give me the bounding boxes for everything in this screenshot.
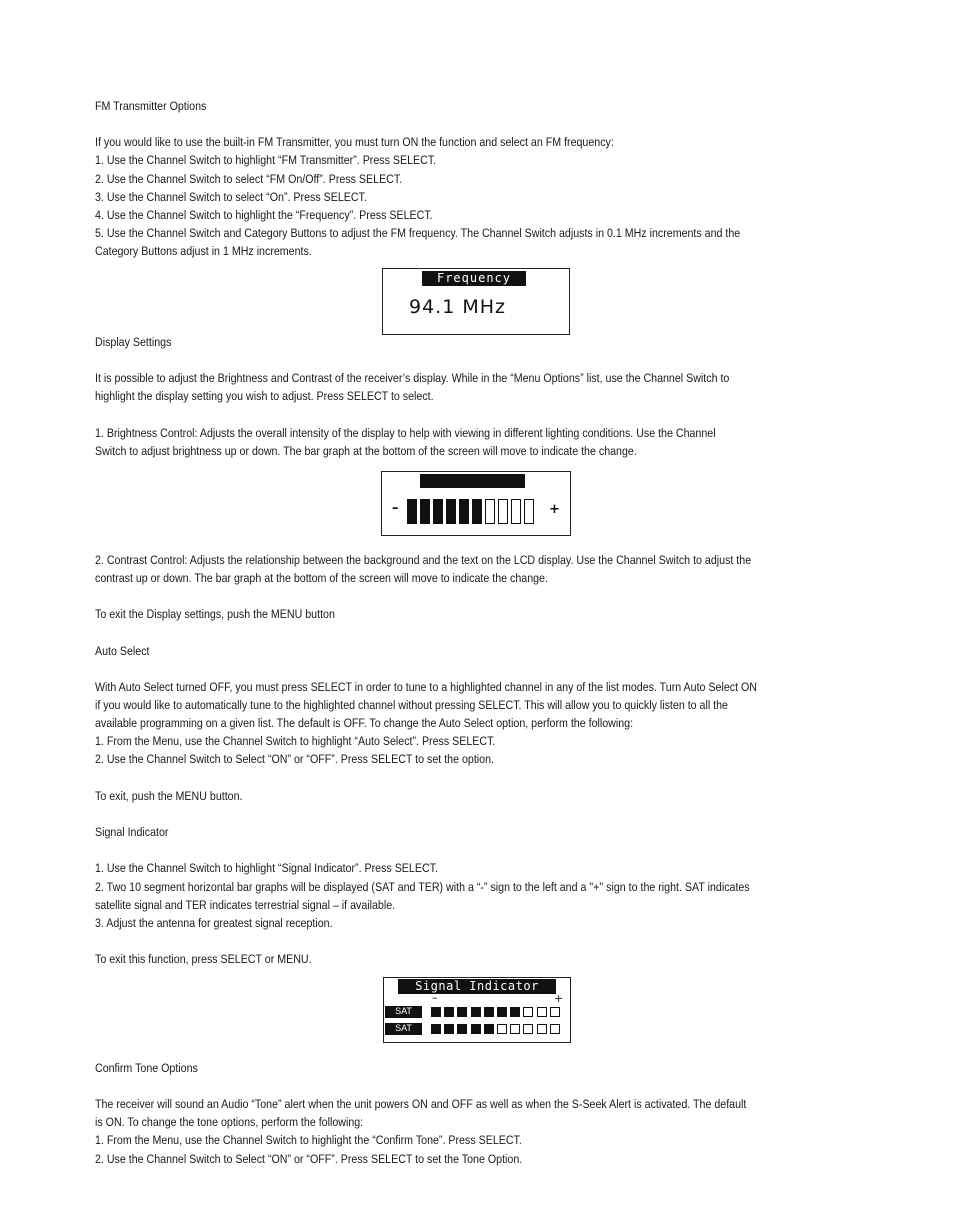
- signal-segment: [484, 1024, 494, 1034]
- signal-segment: [444, 1007, 454, 1017]
- tone-step-1: 1. From the Menu, use the Channel Switch to highlight the “Confirm Tone”. Press SELECT.: [95, 1133, 522, 1147]
- tone-step-2: 2. Use the Channel Switch to Select “ON” or “OFF”. Press SELECT to set the Tone Option.: [95, 1152, 523, 1166]
- brightness-segment: [498, 499, 508, 524]
- auto-step-2: 2. Use the Channel Switch to Select “ON” or “OFF”. Press SELECT to set the option.: [95, 752, 494, 766]
- section-heading-auto: Auto Select: [95, 644, 150, 658]
- signal-lcd: [383, 977, 571, 1043]
- signal-segment: [431, 1007, 441, 1017]
- signal-segment: [457, 1007, 467, 1017]
- signal-minus: –: [432, 991, 438, 1004]
- fm-step-2: 2. Use the Channel Switch to select “FM On/Off”. Press SELECT.: [95, 172, 403, 186]
- signal-body-3: satellite signal and TER indicates terrestrial signal – if available.: [95, 898, 396, 912]
- signal-segment: [523, 1024, 533, 1034]
- frequency-lcd: [382, 268, 570, 335]
- fm-step-4: 4. Use the Channel Switch to highlight the “Frequency”. Press SELECT.: [95, 208, 433, 222]
- section-heading-tone: Confirm Tone Options: [95, 1061, 198, 1075]
- auto-body-3: available programming on a given list. The default is OFF. To change the Auto Select option, perform the following:: [95, 716, 634, 730]
- signal-row-2-label: SAT: [385, 1023, 422, 1035]
- brightness-text-2: Switch to adjust brightness up or down. The bar graph at the bottom of the screen will move to indicate the change.: [95, 444, 637, 458]
- display-intro-2: highlight the display setting you wish to adjust. Press SELECT to select.: [95, 389, 434, 403]
- auto-step-1: 1. From the Menu, use the Channel Switch to highlight “Auto Select”. Press SELECT.: [95, 734, 496, 748]
- signal-segment: [537, 1007, 547, 1017]
- brightness-minus: –: [392, 501, 399, 516]
- signal-lcd-title: Signal Indicator: [398, 979, 556, 994]
- brightness-segment: [407, 499, 417, 524]
- display-intro-1: It is possible to adjust the Brightness and Contrast of the receiver’s display. While in the “Menu Options” list, use the Channel Switch to: [95, 371, 730, 385]
- frequency-lcd-title: Frequency: [422, 271, 526, 286]
- signal-segment: [444, 1024, 454, 1034]
- signal-segment: [510, 1007, 520, 1017]
- contrast-text-2: contrast up or down. The bar graph at the bottom of the screen will move to indicate the change.: [95, 571, 548, 585]
- brightness-segment: [472, 499, 482, 524]
- fm-step-3: 3. Use the Channel Switch to select “On”. Press SELECT.: [95, 190, 367, 204]
- signal-row-1-label: SAT: [385, 1006, 422, 1018]
- tone-body-2: is ON. To change the tone options, perform the following:: [95, 1115, 364, 1129]
- signal-segment: [510, 1024, 520, 1034]
- brightness-segment: [420, 499, 430, 524]
- signal-body-1: 1. Use the Channel Switch to highlight “Signal Indicator”. Press SELECT.: [95, 861, 438, 875]
- auto-body-2: if you would like to automatically tune to the highlighted channel without pressing SELECT. This will allow you to quickly listen to all the: [95, 698, 729, 712]
- signal-segment: [550, 1024, 560, 1034]
- display-exit: To exit the Display settings, push the MENU button: [95, 607, 335, 621]
- fm-intro: If you would like to use the built-in FM Transmitter, you must turn ON the function and select an FM frequency:: [95, 135, 614, 149]
- contrast-text-1: 2. Contrast Control: Adjusts the relationship between the background and the text on the LCD display. Use the Channel Switch to adjust the: [95, 553, 752, 567]
- signal-segment: [471, 1024, 481, 1034]
- signal-body-4: 3. Adjust the antenna for greatest signal reception.: [95, 916, 333, 930]
- section-heading-fm: FM Transmitter Options: [95, 99, 207, 113]
- signal-row-1-bar: [431, 1007, 566, 1018]
- signal-segment: [497, 1007, 507, 1017]
- signal-body-2: 2. Two 10 segment horizontal bar graphs will be displayed (SAT and TER) with a “-” sign to the left and a "+" sign to the right. SAT indicates: [95, 880, 750, 894]
- tone-body-1: The receiver will sound an Audio “Tone” alert when the unit powers ON and OFF as well as when the S-Seek Alert is activated. The default: [95, 1097, 747, 1111]
- fm-step-5: 5. Use the Channel Switch and Category Buttons to adjust the FM frequency. The Channel Switch adjusts in 0.1 MHz increments and the: [95, 226, 741, 240]
- signal-plus: +: [554, 992, 564, 1005]
- signal-row-2-bar: [431, 1024, 566, 1035]
- brightness-segment: [511, 499, 521, 524]
- brightness-bar-graph: [407, 499, 542, 524]
- brightness-plus: +: [549, 502, 560, 517]
- brightness-lcd: [381, 471, 571, 536]
- brightness-segment: [524, 499, 534, 524]
- signal-segment: [550, 1007, 560, 1017]
- signal-segment: [537, 1024, 547, 1034]
- brightness-segment: [485, 499, 495, 524]
- brightness-segment: [459, 499, 469, 524]
- fm-step-1: 1. Use the Channel Switch to highlight “FM Transmitter”. Press SELECT.: [95, 153, 437, 167]
- brightness-text-1: 1. Brightness Control: Adjusts the overall intensity of the display to help with viewing in different lighting conditions. Use the Channel: [95, 426, 716, 440]
- brightness-lcd-title-bar: [420, 474, 525, 488]
- signal-segment: [484, 1007, 494, 1017]
- auto-exit: To exit, push the MENU button.: [95, 789, 243, 803]
- signal-segment: [457, 1024, 467, 1034]
- section-heading-signal: Signal Indicator: [95, 825, 169, 839]
- signal-segment: [431, 1024, 441, 1034]
- auto-body-1: With Auto Select turned OFF, you must press SELECT in order to tune to a highlighted channel in any of the list modes. Turn Auto Select ON: [95, 680, 758, 694]
- signal-segment: [471, 1007, 481, 1017]
- brightness-segment: [433, 499, 443, 524]
- signal-exit: To exit this function, press SELECT or MENU.: [95, 952, 312, 966]
- signal-segment: [497, 1024, 507, 1034]
- brightness-segment: [446, 499, 456, 524]
- frequency-lcd-value: 94.1 MHz: [409, 296, 506, 318]
- signal-segment: [523, 1007, 533, 1017]
- section-heading-display: Display Settings: [95, 335, 172, 349]
- fm-step-5-cont: Category Buttons adjust in 1 MHz increments.: [95, 244, 312, 258]
